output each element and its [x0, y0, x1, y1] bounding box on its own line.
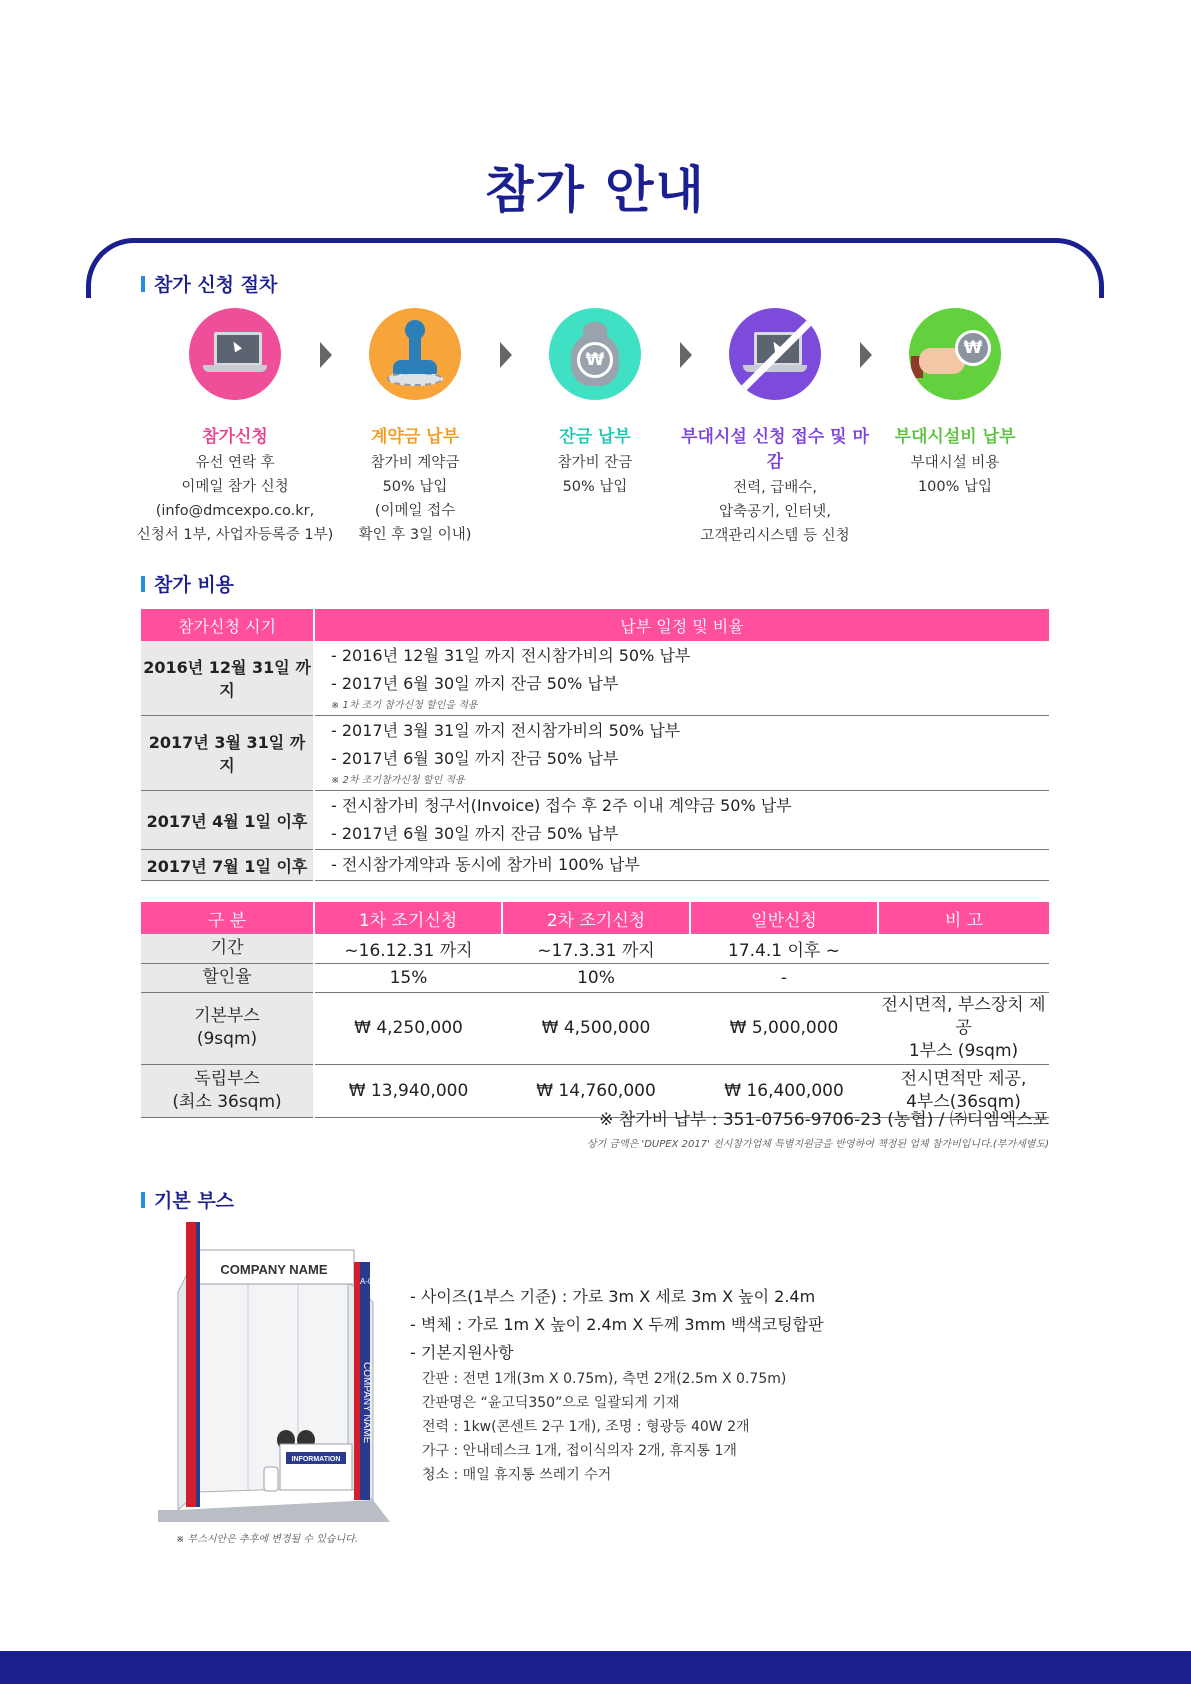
- price-cell: ₩ 13,940,000: [314, 1064, 502, 1117]
- spec-sub-item: 간판 : 전면 1개(3m X 0.75m), 측면 2개(2.5m X 0.75m): [422, 1371, 787, 1387]
- won-coin-icon: ₩: [577, 342, 613, 378]
- heading-accent-bar: [141, 1192, 145, 1208]
- process-step: [675, 308, 875, 548]
- step-description: [495, 451, 695, 499]
- page-title: 참가 안내: [485, 161, 706, 219]
- table-header: 일반신청: [690, 902, 878, 934]
- price-cell: ₩ 5,000,000: [690, 992, 878, 1064]
- step-description: [135, 451, 335, 547]
- remark-cell: 전시면적, 부스장치 제공 1부스 (9sqm): [878, 992, 1049, 1064]
- step-description-line: 확인 후 3일 이내): [358, 527, 472, 543]
- step-description-line: 50% 납입: [382, 479, 448, 495]
- row-label: 할인율: [141, 963, 314, 992]
- payment-account: ※ 참가비 납부 : 351-0756-9706-23 (농협) / ㈜디엠엑스포: [599, 1110, 1049, 1130]
- desk-label: INFORMATION: [291, 1456, 341, 1463]
- section-heading-text: 참가 신청 절차: [154, 274, 278, 296]
- booth-sign-text: COMPANY NAME: [220, 1262, 328, 1277]
- process-step: [315, 308, 515, 547]
- table-row: [141, 992, 1049, 1064]
- remark-cell: 전시면적만 제공, 4부스(36sqm): [878, 1064, 1049, 1117]
- won-coin-icon: ₩: [955, 330, 991, 366]
- payment-schedule: [314, 850, 1049, 881]
- remark-cell: [878, 934, 1049, 963]
- application-period: 2017년 7월 1일 이후: [141, 850, 314, 881]
- application-period: 2016년 12월 31일 까지: [141, 641, 314, 716]
- payment-schedule: [314, 641, 1049, 716]
- step-description-line: 참가비 잔금: [557, 455, 633, 471]
- booth-caption: ※ 부스시안은 추후에 변경될 수 있습니다.: [176, 1534, 359, 1545]
- booth-specs: [410, 1283, 824, 1487]
- price-cell: ₩ 4,250,000: [314, 992, 502, 1064]
- booth-illustration: [158, 1222, 390, 1522]
- step-description-line: 참가비 계약금: [370, 455, 460, 471]
- table-row: [141, 716, 1049, 791]
- money-bag-icon: [549, 308, 641, 400]
- heading-accent-bar: [141, 276, 145, 292]
- booth-pillar-label: A-01: [360, 1277, 377, 1286]
- schedule-line: - 2017년 6월 30일 까지 잔금 50% 납부: [331, 674, 619, 693]
- table-row: [141, 791, 1049, 850]
- price-cell: -: [690, 963, 878, 992]
- spec-item: - 기본지원사항: [410, 1343, 514, 1362]
- step-description-line: 50% 납입: [562, 479, 628, 495]
- price-cell: 17.4.1 이후 ~: [690, 934, 878, 963]
- schedule-line: - 2016년 12월 31일 까지 전시참가비의 50% 납부: [331, 646, 691, 665]
- schedule-line: - 2017년 6월 30일 까지 잔금 50% 납부: [331, 749, 619, 768]
- table-header: 2차 조기신청: [502, 902, 690, 934]
- price-cell: ₩ 16,400,000: [690, 1064, 878, 1117]
- payment-note: 상기 금액은 'DUPEX 2017' 전시참가업체 특별지원금을 반영하여 책정된 업체 참가비입니다.(부가세별도): [586, 1139, 1049, 1150]
- arrow-right-icon: [500, 342, 512, 368]
- table-header: 납부 일정 및 비율: [314, 609, 1049, 641]
- remark-cell: [878, 963, 1049, 992]
- section-heading-text: 기본 부스: [154, 1190, 235, 1212]
- stamp-icon: [369, 308, 461, 400]
- price-cell: ₩ 14,760,000: [502, 1064, 690, 1117]
- table-row: [141, 850, 1049, 881]
- step-title: 계약금 납부: [370, 427, 460, 447]
- schedule-line: - 전시참가비 청구서(Invoice) 접수 후 2주 이내 계약금 50% 납부: [331, 796, 792, 815]
- step-description: [315, 451, 515, 547]
- price-cell: 15%: [314, 963, 502, 992]
- booth-side-sign-text: COMPANY NAME: [361, 1362, 372, 1444]
- step-description-line: 압축공기, 인터넷,: [719, 504, 831, 520]
- heading-accent-bar: [141, 576, 145, 592]
- price-cell: ~16.12.31 까지: [314, 934, 502, 963]
- step-description-line: 이메일 참가 신청: [181, 479, 289, 495]
- step-title: 부대시설 신청 접수 및 마감: [681, 427, 869, 472]
- process-step: [495, 308, 695, 499]
- table-row: [141, 963, 1049, 992]
- step-description-line: (info@dmcexpo.co.kr,: [155, 503, 315, 519]
- step-title: 부대시설비 납부: [894, 427, 1016, 447]
- step-description-line: 신청서 1부, 사업자등록증 1부): [136, 527, 334, 543]
- footer-bar: [0, 1651, 1191, 1684]
- payment-schedule-table: [141, 609, 1049, 881]
- step-title: 잔금 납부: [559, 427, 631, 447]
- price-table: [141, 902, 1049, 1118]
- process-step: [855, 308, 1055, 499]
- table-header: 1차 조기신청: [314, 902, 502, 934]
- schedule-note: ※ 2차 조기참가신청 할인 적용: [331, 775, 465, 786]
- price-cell: 10%: [502, 963, 690, 992]
- laptop-icon: [189, 308, 281, 400]
- table-row: [141, 934, 1049, 963]
- payment-schedule: [314, 791, 1049, 850]
- step-description-line: 고객관리시스템 등 신청: [700, 528, 850, 544]
- price-cell: ~17.3.31 까지: [502, 934, 690, 963]
- table-header: 구 분: [141, 902, 314, 934]
- application-period: 2017년 3월 31일 까지: [141, 716, 314, 791]
- spec-sub-item: 전력 : 1kw(콘센트 2구 1개), 조명 : 형광등 40W 2개: [422, 1419, 750, 1435]
- application-period: 2017년 4월 1일 이후: [141, 791, 314, 850]
- row-label: 기본부스 (9sqm): [141, 992, 314, 1064]
- arrow-right-icon: [680, 342, 692, 368]
- payment-schedule: [314, 716, 1049, 791]
- row-label: 독립부스 (최소 36sqm): [141, 1064, 314, 1117]
- step-description-line: 부대시설 비용: [910, 455, 1000, 471]
- schedule-line: - 2017년 3월 31일 까지 전시참가비의 50% 납부: [331, 721, 681, 740]
- step-title: 참가신청: [202, 427, 268, 447]
- price-cell: ₩ 4,500,000: [502, 992, 690, 1064]
- spec-sub-item: 가구 : 안내데스크 1개, 접이식의자 2개, 휴지통 1개: [422, 1443, 737, 1459]
- spec-item: - 사이즈(1부스 기준) : 가로 3m X 세로 3m X 높이 2.4m: [410, 1287, 816, 1306]
- hand-coin-icon: [909, 308, 1001, 400]
- table-row: [141, 641, 1049, 716]
- spec-sub-item: 간판명은 “윤고딕350”으로 일괄되게 기재: [422, 1395, 680, 1411]
- spec-item: - 벽체 : 가로 1m X 높이 2.4m X 두께 3mm 백색코팅합판: [410, 1315, 824, 1334]
- arrow-right-icon: [320, 342, 332, 368]
- step-description-line: 100% 납입: [917, 479, 993, 495]
- section-heading-text: 참가 비용: [154, 574, 235, 596]
- step-description-line: 유선 연락 후: [195, 455, 275, 471]
- arrow-right-icon: [860, 342, 872, 368]
- schedule-line: - 2017년 6월 30일 까지 잔금 50% 납부: [331, 824, 619, 843]
- section-heading-booth: [141, 1186, 234, 1213]
- step-description-line: 전력, 급배수,: [733, 480, 817, 496]
- step-description: [855, 451, 1055, 499]
- schedule-note: ※ 1차 조기 참가신청 할인을 적용: [331, 700, 478, 711]
- table-header: 비 고: [878, 902, 1049, 934]
- table-header: 참가신청 시기: [141, 609, 314, 641]
- step-description-line: (이메일 접수: [374, 503, 456, 519]
- section-heading-fees: [141, 570, 234, 597]
- spec-sub-item: 청소 : 매일 휴지통 쓰레기 수거: [422, 1467, 612, 1483]
- section-heading-procedure: [141, 270, 277, 297]
- step-description: [675, 476, 875, 548]
- schedule-line: - 전시참가계약과 동시에 참가비 100% 납부: [331, 855, 640, 874]
- row-label: 기간: [141, 934, 314, 963]
- process-step: [135, 308, 335, 547]
- laptop-slash-icon: [729, 308, 821, 400]
